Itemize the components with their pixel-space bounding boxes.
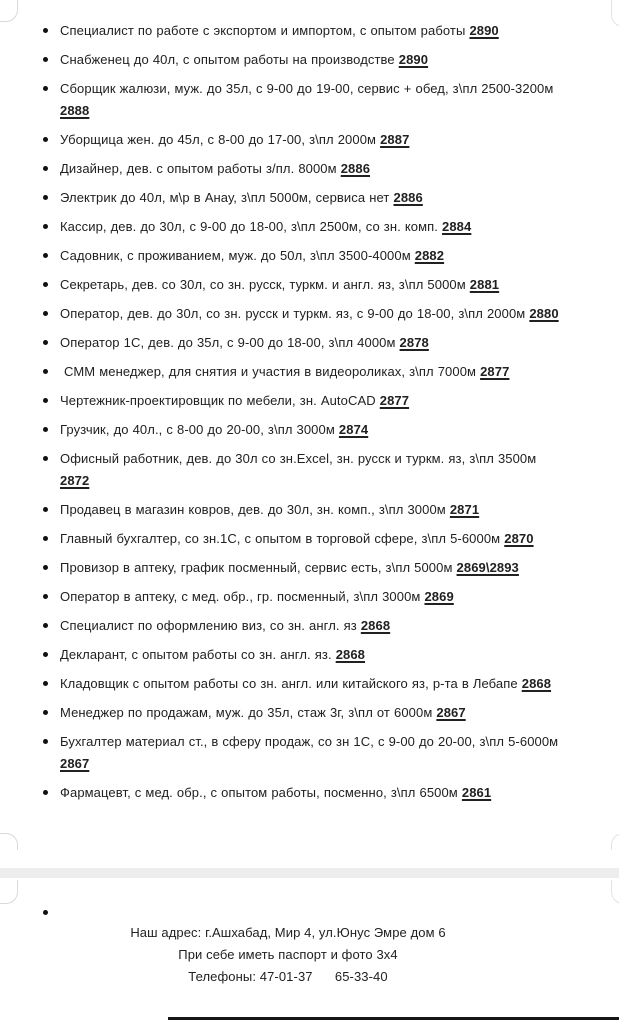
job-text	[60, 129, 409, 151]
job-description: Кладовщик с опытом работы со зн. англ. или китайского яз, р-та в Лебапе	[60, 676, 522, 691]
bullet-icon	[43, 456, 48, 461]
bullet-icon	[43, 369, 48, 374]
job-list-item	[43, 274, 590, 296]
job-list-item	[43, 332, 590, 354]
job-ref-number: 2867	[60, 756, 90, 771]
job-text	[60, 702, 466, 724]
job-ref-number: 2868	[335, 647, 366, 662]
job-text	[60, 78, 557, 122]
job-description: Грузчик, до 40л., с 8-00 до 20-00, з\пл 3000м	[60, 422, 339, 437]
divider-line	[168, 1017, 619, 1020]
job-description: СММ менеджер, для снятия и участия в видеороликах, з\пл 7000м	[60, 364, 481, 379]
job-text	[60, 303, 559, 325]
bullet-icon	[43, 137, 48, 142]
job-text	[60, 644, 365, 666]
bullet-icon	[43, 507, 48, 512]
job-description: Снабженец до 40л, с опытом работы на производстве	[60, 52, 399, 67]
job-text	[60, 557, 519, 579]
job-description: Уборщица жен. до 45л, с 8-00 до 17-00, з\пл 2000м	[60, 132, 381, 147]
job-description: Специалист по работе с экспортом и импортом, с опытом работы	[60, 23, 470, 38]
bullet-icon	[43, 790, 48, 795]
bullet-icon	[43, 623, 48, 628]
job-description: Декларант, с опытом работы со зн. англ. яз.	[60, 647, 336, 662]
job-text	[60, 49, 428, 71]
document-page-2	[0, 878, 619, 1024]
bullet-icon	[43, 340, 48, 345]
bullet-icon	[43, 224, 48, 229]
job-text	[60, 158, 370, 180]
job-ref-number: 2886	[393, 190, 423, 205]
job-ref-number: 2874	[338, 422, 369, 437]
job-ref-number: 2871	[449, 502, 480, 517]
job-description: Чертежник-проектировщик по мебели, зн. AutoCAD	[60, 393, 380, 408]
bullet-icon	[43, 57, 48, 62]
job-text	[60, 731, 562, 775]
job-list-item	[43, 586, 590, 608]
job-text	[60, 20, 499, 42]
job-list-item	[43, 187, 590, 209]
bullet-icon	[43, 86, 48, 91]
job-list-item	[43, 528, 590, 550]
job-ref-number: 2886	[340, 161, 371, 176]
job-text	[60, 673, 551, 695]
job-ref-number: 2878	[399, 335, 429, 350]
bullet-icon	[43, 739, 48, 744]
job-list-item	[43, 731, 590, 775]
job-text	[60, 187, 423, 209]
job-text	[60, 448, 540, 492]
job-ref-number: 2888	[60, 103, 90, 118]
job-description: Оператор 1С, дев. до 35л, с 9-00 до 18-00, з\пл 4000м	[60, 335, 400, 350]
job-ref-number: 2868	[521, 676, 552, 691]
job-list-item	[43, 303, 590, 325]
job-ref-number: 2869\2893	[456, 560, 519, 575]
job-list-item	[43, 158, 590, 180]
job-ref-number: 2887	[380, 132, 410, 147]
job-text	[60, 782, 491, 804]
job-description: Кассир, дев. до 30л, с 9-00 до 18-00, з\пл 2500м, со зн. комп.	[60, 219, 443, 234]
requirements-line: При себе иметь паспорт и фото 3х4	[178, 947, 398, 962]
job-description: Главный бухгалтер, со зн.1С, с опытом в торговой сфере, з\пл 5-6000м	[60, 531, 505, 546]
bullet-icon	[43, 166, 48, 171]
job-description: Специалист по оформлению виз, со зн. англ. яз	[60, 618, 361, 633]
empty-bullet-list	[0, 878, 619, 915]
job-list-item	[43, 615, 590, 637]
job-text	[60, 528, 534, 550]
job-ref-number: 2877	[480, 364, 510, 379]
job-list-item	[43, 245, 590, 267]
bullet-icon	[43, 594, 48, 599]
job-text	[60, 586, 454, 608]
job-description: Бухгалтер материал ст., в сферу продаж, со зн 1С, с 9-00 до 20-00, з\пл 5-6000м	[60, 734, 563, 749]
bullet-icon	[43, 311, 48, 316]
phones-line: Телефоны: 47-01-37 65-33-40	[188, 969, 388, 984]
job-ref-number: 2890	[469, 23, 499, 38]
job-description: Офисный работник, дев. до 30л со зн.Excel, зн. русск и туркм. яз, з\пл 3500м	[60, 451, 541, 466]
bullet-icon	[43, 536, 48, 541]
job-description: Сборщик жалюзи, муж. до 35л, с 9-00 до 19-00, сервис + обед, з\пл 2500-3200м	[60, 81, 558, 96]
job-list-item	[43, 702, 590, 724]
job-list-item	[43, 20, 590, 42]
job-ref-number: 2877	[379, 393, 410, 408]
bullet-icon	[43, 710, 48, 715]
job-list-item	[43, 78, 590, 122]
bullet-icon	[43, 398, 48, 403]
job-list-item	[43, 419, 590, 441]
job-ref-number: 2881	[469, 277, 500, 292]
job-ref-number: 2870	[504, 531, 534, 546]
bullet-icon	[43, 910, 48, 915]
job-ref-number: 2884	[442, 219, 472, 234]
bullet-icon	[43, 195, 48, 200]
page-corner-mark-bottom-left	[0, 833, 18, 850]
job-ref-number: 2890	[398, 52, 429, 67]
job-description: Продавец в магазин ковров, дев. до 30л, зн. комп., з\пл 3000м	[60, 502, 450, 517]
job-list-item	[43, 216, 590, 238]
job-list-item	[43, 644, 590, 666]
job-list-item	[43, 390, 590, 412]
job-description: Электрик до 40л, м\р в Анау, з\пл 5000м, сервиса нет	[60, 190, 394, 205]
job-description: Дизайнер, дев. с опытом работы з/пл. 8000м	[60, 161, 341, 176]
job-text	[60, 361, 509, 383]
job-list-item	[43, 361, 590, 383]
job-list-item	[43, 557, 590, 579]
job-list-item	[43, 129, 590, 151]
job-list-item	[43, 782, 590, 804]
job-ref-number: 2882	[414, 248, 445, 263]
job-text	[60, 390, 409, 412]
bullet-icon	[43, 28, 48, 33]
job-list-item	[43, 673, 590, 695]
bullet-icon	[43, 282, 48, 287]
job-list-item	[43, 499, 590, 521]
job-ref-number: 2867	[436, 705, 466, 720]
address-line: Наш адрес: г.Ашхабад, Мир 4, ул.Юнус Эмре дом 6	[130, 925, 446, 940]
page-break-gap	[0, 868, 619, 878]
job-description: Провизор в аптеку, график посменный, сервис есть, з\пл 5000м	[60, 560, 457, 575]
job-ref-number: 2869	[424, 589, 454, 604]
job-ref-number: 2880	[529, 306, 559, 321]
job-list-item	[43, 49, 590, 71]
job-ref-number: 2868	[360, 618, 391, 633]
job-description: Садовник, с проживанием, муж. до 50л, з\пл 3500-4000м	[60, 248, 415, 263]
job-text	[60, 615, 390, 637]
job-description: Оператор в аптеку, с мед. обр., гр. посменный, з\пл 3000м	[60, 589, 425, 604]
bullet-icon	[43, 565, 48, 570]
job-description: Оператор, дев. до 30л, со зн. русск и туркм. яз, с 9-00 до 18-00, з\пл 2000м	[60, 306, 530, 321]
job-description: Фармацевт, с мед. обр., с опытом работы, посменно, з\пл 6500м	[60, 785, 462, 800]
job-text	[60, 274, 499, 296]
footer-contact-block	[0, 922, 576, 988]
bullet-icon	[43, 652, 48, 657]
bullet-icon	[43, 253, 48, 258]
bullet-icon	[43, 427, 48, 432]
job-text	[60, 419, 368, 441]
job-text	[60, 245, 444, 267]
job-description: Менеджер по продажам, муж. до 35л, стаж 3г, з\пл от 6000м	[60, 705, 437, 720]
job-list-item	[43, 448, 590, 492]
job-ref-number: 2861	[461, 785, 492, 800]
empty-bullet-item	[43, 902, 590, 915]
bullet-icon	[43, 681, 48, 686]
job-text	[60, 332, 429, 354]
job-ref-number: 2872	[60, 473, 90, 488]
job-text	[60, 499, 479, 521]
job-description: Секретарь, дев. со 30л, со зн. русск, туркм. и англ. яз, з\пл 5000м	[60, 277, 470, 292]
page-corner-mark-bottom-right	[611, 833, 619, 850]
job-text	[60, 216, 471, 238]
